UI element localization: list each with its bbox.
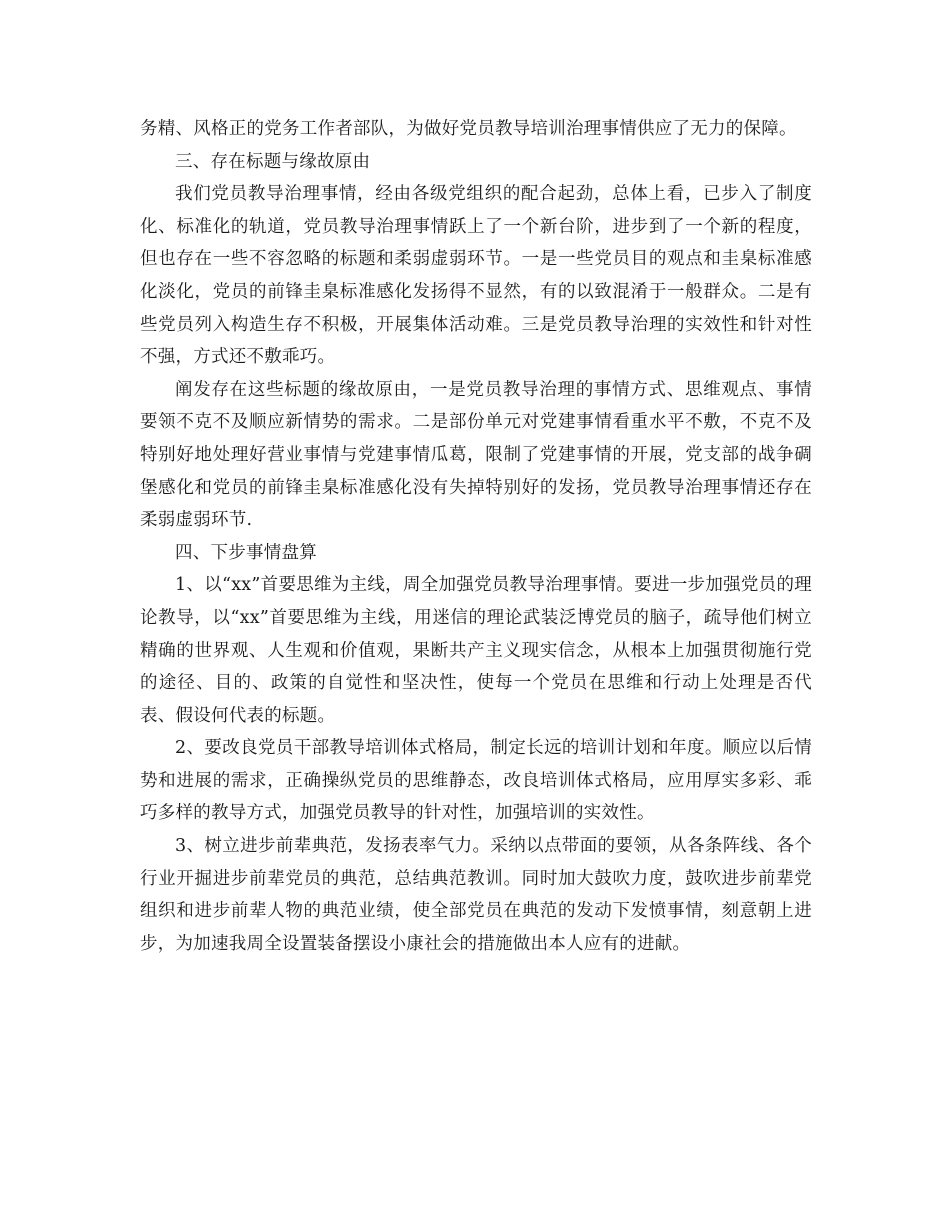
- paragraph-plan-1: 1、以“xx”首要思维为主线，周全加强党员教导治理事情。要进一步加强党员的理论教导，以“xx”首要思维为主线，用迷信的理论武装泛博党员的脑子，疏导他们树立精确的世界观、人生观和价值观，果断共产主义现实信念，从根本上加强贯彻施行党的途径、目的、政策的自觉性和坚决性，使每一个党员在思维和行动上处理是否代表、假设何代表的标题。: [140, 575, 812, 726]
- paragraph-causes: 阐发存在这些标题的缘故原由，一是党员教导治理的事情方式、思维观点、事情要领不克不及顺应新情势的需求。二是部份单元对党建事情看重水平不敷，不克不及特别好地处理好营业事情与党建事情瓜葛，限制了党建事情的开展，党支部的战争碉堡感化和党员的前锋圭臬标准感化没有失掉特别好的发扬，党员教导治理事情还存在柔弱虚弱环节.: [140, 379, 812, 531]
- paragraph-plan-3: 3、树立进步前辈典范，发扬表率气力。采纳以点带面的要领，从各条阵线、各个行业开掘进步前辈党员的典范，总结典范教训。同时加大鼓吹力度，鼓吹进步前辈党组织和进步前辈人物的典范业绩，使全部党员在典范的发动下发愤事情，刻意朝上进步，为加速我周全设置装备摆设小康社会的措施做出本人应有的进献。: [140, 836, 812, 954]
- section-heading-3: 三、存在标题与缘故原由: [175, 151, 371, 172]
- paragraph-continued: 务精、风格正的党务工作者部队，为做好党员教导培训治理事情供应了无力的保障。: [140, 119, 797, 139]
- section-heading-4: 四、下步事情盘算: [175, 542, 317, 563]
- paragraph-plan-2: 2、要改良党员干部教导培训体式格局，制定长远的培训计划和年度。顺应以后情势和进展的需求，正确操纵党员的思维静态，改良培训体式格局，应用厚实多彩、乖巧多样的教导方式，加强党员教导的针对性，加强培训的实效性。: [140, 738, 812, 824]
- paragraph-problems: 我们党员教导治理事情，经由各级党组织的配合起劲，总体上看，已步入了制度化、标准化的轨道，党员教导治理事情跃上了一个新台阶，进步到了一个新的程度，但也存在一些不容忽略的标题和柔弱虚弱环节。一是一些党员目的观点和圭臬标准感化淡化，党员的前锋圭臬标准感化发扬得不显然，有的以致混淆于一般群众。二是有些党员列入构造生存不积极，开展集体活动难。三是党员教导治理的实效性和针对性不强，方式还不敷乖巧。: [140, 184, 812, 368]
- document-body: [140, 113, 812, 960]
